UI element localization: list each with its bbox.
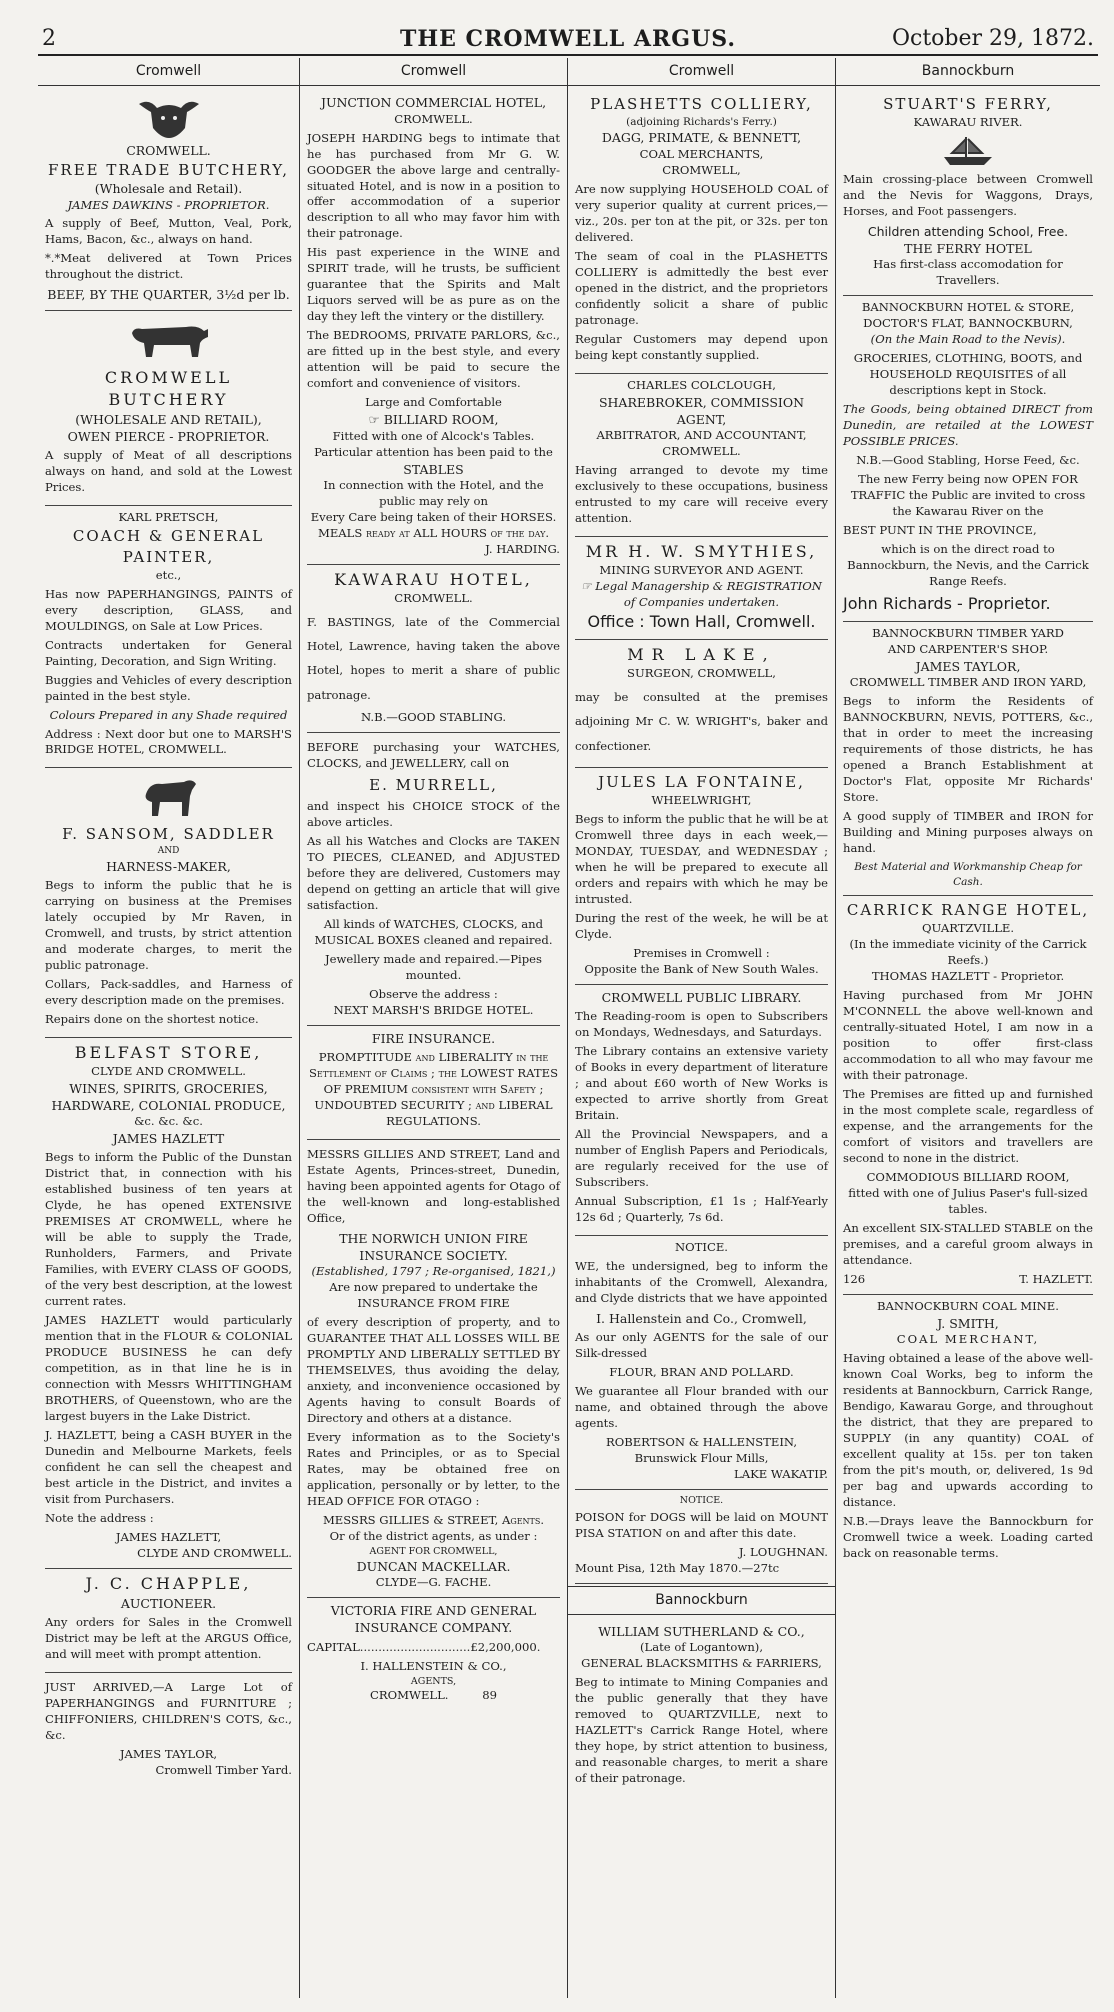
cromwell-butchery-ad bbox=[45, 311, 292, 507]
cow-icon bbox=[124, 317, 214, 365]
column-1 bbox=[38, 58, 300, 1998]
ad-trade: ARBITRATOR, AND ACCOUNTANT, bbox=[596, 428, 807, 443]
lake-surgeon-ad bbox=[575, 640, 828, 768]
ad-text: Are now supplying HOUSEHOLD COAL of very superior quality at current prices,—viz., 20s. per ton at the pit, or 32s. per ton delivered. bbox=[575, 181, 828, 244]
ad-text: His past experience in the WINE and SPIRIT trade, will he trusts, be sufficient guarantee that the Spirits and Malt Liquors served will be as pure as on the day they left the vintery or the distillery. bbox=[307, 245, 560, 324]
timber-yard-ad bbox=[843, 622, 1093, 896]
ad-text: Note the address : bbox=[45, 1511, 154, 1526]
ad-signature: JAMES HAZLETT, bbox=[115, 1530, 222, 1545]
ad-text: All the Provincial Newspapers, and a number of English Papers and Periodicals, are regularly received for the use of Subscribers. bbox=[575, 1126, 828, 1189]
stuarts-ferry-ad bbox=[843, 90, 1093, 296]
ad-text: The Goods, being obtained DIRECT from Dunedin, are retailed at the LOWEST POSSIBLE PRICES. bbox=[843, 402, 1093, 449]
ad-date: Mount Pisa, 12th May 1870.—27tc bbox=[575, 1560, 780, 1575]
sansom-saddler-ad bbox=[45, 768, 292, 1037]
ad-text: The Reading-room is open to Subscribers on Mondays, Wednesdays, and Saturdays. bbox=[575, 1008, 828, 1039]
ad-number: 89 bbox=[482, 1687, 497, 1702]
ad-place-text: CROMWELL. bbox=[370, 1687, 449, 1702]
ad-text: MESSRS GILLIES AND STREET, Land and Estate Agents, Princes-street, Dunedin, having been appointed agents for Otago of the well-known and long-established Office, bbox=[307, 1146, 560, 1225]
newspaper-title: THE CROMWELL ARGUS. bbox=[399, 26, 737, 52]
ad-name: JUNCTION COMMERCIAL HOTEL, bbox=[320, 95, 547, 111]
ad-text: A supply of Beef, Mutton, Veal, Pork, Hams, Bacon, &c., always on hand. bbox=[45, 216, 292, 247]
column-4 bbox=[836, 58, 1100, 1998]
ad-text: of every description of property, and to GUARANTEE THAT ALL LOSSES WILL BE PROMPTLY AND LIBERALLY SETTLED BY THEMSELVES, thus avoiding the delay, anxiety, and inconvenience occasioned by Agents having to consult Boards of Directory and others at a distance. bbox=[307, 1315, 560, 1425]
gillies-norwich-ad bbox=[307, 1140, 560, 1599]
public-library-ad bbox=[575, 985, 828, 1236]
ad-trade: AUCTIONEER. bbox=[120, 1596, 217, 1612]
ad-name: CARRICK RANGE HOTEL, bbox=[846, 901, 1090, 920]
ad-line: Are now prepared to undertake the bbox=[329, 1280, 538, 1295]
ad-line: INSURANCE FROM FIRE bbox=[357, 1296, 510, 1311]
ad-text: Having obtained a lease of the above well-known Coal Works, beg to inform the residents at Bannockburn, Carrick Range, Bendigo, Kawarau Gorge, and throughout the district, that they are prepared to SUPPLY (in any quantity) COAL of excellent quality at 15s. per ton taken from the pit's mouth, or, delivered, 1s 9d per bag and upwards according to distance. bbox=[843, 1350, 1093, 1509]
columns bbox=[38, 58, 1100, 1998]
ad-price: BEEF, BY THE QUARTER, 3½d per lb. bbox=[47, 287, 290, 303]
ad-name: CROMWELL PUBLIC LIBRARY. bbox=[601, 989, 802, 1005]
ad-proprietor: JAMES DAWKINS - PROPRIETOR. bbox=[67, 197, 270, 212]
ad-text: As our only AGENTS for the sale of our Silk-dressed bbox=[575, 1329, 828, 1360]
ad-name: KAWARAU HOTEL, bbox=[334, 569, 533, 589]
masthead bbox=[38, 18, 1098, 56]
ad-name: FREE TRADE BUTCHERY, bbox=[48, 160, 289, 179]
ad-agent: I. HALLENSTEIN & CO., bbox=[360, 1658, 507, 1673]
ad-trade: WHEELWRIGHT, bbox=[651, 792, 752, 807]
ad-line: Or of the district agents, as under : bbox=[329, 1528, 538, 1543]
ad-name: CHARLES COLCLOUGH, bbox=[627, 377, 776, 392]
ad-signature-place: CLYDE AND CROMWELL. bbox=[137, 1546, 292, 1561]
ad-line: STABLES bbox=[403, 461, 464, 477]
ad-place bbox=[307, 1688, 560, 1704]
column-header: Cromwell bbox=[38, 58, 299, 86]
ad-text: GROCERIES, CLOTHING, BOOTS, and HOUSEHOLD REQUISITES of all descriptions kept in Stock. bbox=[853, 351, 1083, 398]
ad-text: Repairs done on the shortest notice. bbox=[45, 1011, 259, 1026]
pointing-hand-icon: ☞ bbox=[368, 412, 384, 428]
ad-title: NOTICE. bbox=[679, 1494, 724, 1506]
ad-text: Begs to inform the public that he is carrying on business at the Premises lately occupied by Mr Raven, in Cromwell, and trusts, by strict attention and moderate charges, to merit the public patronage. bbox=[45, 877, 292, 972]
ad-office: Office : Town Hall, Cromwell. bbox=[587, 611, 816, 631]
ad-line: AGENT FOR CROMWELL, bbox=[369, 1545, 498, 1557]
ad-title: FIRE INSURANCE. bbox=[371, 1030, 496, 1046]
hallenstein-notice-ad bbox=[575, 1236, 828, 1490]
ad-trade: SHAREBROKER, COMMISSION AGENT, bbox=[598, 394, 805, 427]
ad-proprietor: OWEN PIERCE - PROPRIETOR. bbox=[67, 429, 270, 445]
fontaine-wheelwright-ad bbox=[575, 768, 828, 985]
ad-motto: Best Material and Workmanship Cheap for Cash. bbox=[854, 861, 1082, 888]
ad-capital: CAPITAL..............................£2,200,000. bbox=[307, 1639, 541, 1654]
ad-text: The seam of coal in the PLASHETTS COLLIERY is admittedly the best ever opened in the district, and the proprietors confidently solicit a share of public patronage. bbox=[575, 248, 828, 327]
ad-text: Annual Subscription, £1 1s ; Half-Yearly 12s 6d ; Quarterly, 7s 6d. bbox=[575, 1193, 828, 1224]
ad-line: AGENTS, bbox=[410, 1675, 457, 1687]
ad-text: F. BASTINGS, late of the Commercial Hotel, Lawrence, having taken the above Hotel, hopes to merit a share of public patronage. bbox=[307, 614, 560, 702]
ad-flour: FLOUR, BRAN AND POLLARD. bbox=[609, 1364, 794, 1379]
ad-place: CROMWELL. bbox=[126, 143, 211, 159]
ad-line bbox=[307, 411, 560, 428]
ad-place: QUARTZVILLE. bbox=[921, 920, 1015, 935]
ad-sub: (Wholesale and Retail). bbox=[94, 181, 243, 197]
pretsch-painter-ad bbox=[45, 506, 292, 768]
ad-text: JOSEPH HARDING begs to intimate that he has purchased from Mr G. W. GOODGER the above large and centrally-situated Hotel, and is now in a position to offer accommodation of a superior description to all who may favor him with their patronage. bbox=[307, 130, 560, 241]
ad-line: Premises in Cromwell : bbox=[633, 945, 770, 960]
ad-signature-place: Cromwell Timber Yard. bbox=[155, 1763, 292, 1778]
ad-line: MEALS ready at ALL HOURS of the day. bbox=[317, 525, 550, 540]
ad-place: CROMWELL, bbox=[662, 162, 741, 177]
fire-insurance-ad bbox=[307, 1026, 560, 1140]
ad-billiard-text: fitted with one of Julius Paser's full-sized tables. bbox=[848, 1185, 1088, 1216]
ad-name: VICTORIA FIRE AND GENERAL INSURANCE COMPANY. bbox=[330, 1603, 537, 1636]
column-header: Bannockburn bbox=[568, 1586, 835, 1615]
sutherland-blacksmiths-ad bbox=[575, 1619, 828, 1796]
ad-text: A supply of Meat of all descriptions always on hand, and sold at the Lowest Prices. bbox=[45, 448, 292, 495]
ad-text: which is on the direct road to Bannockburn, the Nevis, and the Carrick Range Reefs. bbox=[847, 542, 1089, 589]
taylor-arrivals-ad bbox=[45, 1673, 292, 1785]
ad-text: Buggies and Vehicles of every description painted in the best style. bbox=[45, 672, 292, 703]
carrick-range-hotel-ad bbox=[843, 896, 1093, 1294]
ad-signature: J. LOUGHNAN. bbox=[738, 1544, 828, 1559]
ad-est: (Established, 1797 ; Re-organised, 1821,) bbox=[311, 1264, 556, 1279]
ad-signature: T. HAZLETT. bbox=[1019, 1271, 1093, 1286]
ad-place: DOCTOR'S FLAT, BANNOCKBURN, bbox=[863, 316, 1073, 331]
ad-sub: CLYDE AND CROMWELL. bbox=[91, 1063, 246, 1078]
ad-text: Main crossing-place between Cromwell and the Nevis for Waggons, Drays, Horses, and Foot passengers. bbox=[843, 171, 1093, 218]
ad-name: MR H. W. SMYTHIES, bbox=[585, 541, 818, 561]
ad-owner: KARL PRETSCH, bbox=[118, 510, 219, 525]
victoria-insurance-ad bbox=[307, 1598, 560, 1710]
ad-text: may be consulted at the premises adjoining Mr C. W. WRIGHT's, baker and confectioner. bbox=[575, 690, 828, 753]
ad-name: STUART'S FERRY, bbox=[883, 95, 1053, 114]
ad-text: Contracts undertaken for General Painting, Decoration, and Sign Writing. bbox=[45, 637, 292, 668]
murrell-jeweller-ad bbox=[307, 733, 560, 1025]
ad-trade: GENERAL BLACKSMITHS & FARRIERS, bbox=[581, 1656, 822, 1671]
ad-name: BELFAST STORE, bbox=[74, 1042, 263, 1062]
ad-trade: HARNESS-MAKER, bbox=[106, 858, 231, 874]
ad-place: CROMWELL. bbox=[662, 444, 741, 458]
ad-agent: DUNCAN MACKELLAR. bbox=[356, 1558, 511, 1574]
ad-text: JUST ARRIVED,—A Large Lot of PAPERHANGINGS and FURNITURE ; CHIFFONIERS, CHILDREN'S COTS, &c., &c. bbox=[45, 1680, 292, 1743]
ad-line: MESSRS GILLIES & STREET, Agents. bbox=[322, 1512, 545, 1527]
ad-signature: J. HARDING. bbox=[485, 541, 560, 556]
ad-society: THE NORWICH UNION FIRE INSURANCE SOCIETY. bbox=[339, 1230, 528, 1263]
ship-icon bbox=[938, 133, 998, 169]
ad-name: BANNOCKBURN COAL MINE. bbox=[877, 1298, 1059, 1313]
ad-text: All kinds of WATCHES, CLOCKS, and MUSICAL BOXES cleaned and repaired. bbox=[314, 916, 553, 947]
bannockburn-hotel-ad bbox=[843, 296, 1093, 622]
ad-text: Colours Prepared in any Shade required bbox=[49, 707, 288, 722]
page-number: 2 bbox=[42, 26, 56, 51]
ad-text: POISON for DOGS will be laid on MOUNT PISA STATION on and after this date. bbox=[575, 1509, 828, 1540]
column-header: Cromwell bbox=[568, 58, 835, 86]
ad-trade: COAL MERCHANTS, bbox=[639, 146, 764, 161]
ad-line: In connection with the Hotel, and the public may rely on bbox=[323, 477, 544, 508]
ad-name: F. SANSOM, SADDLER bbox=[62, 825, 275, 844]
ad-name: JULES LA FONTAINE, bbox=[598, 773, 805, 792]
ad-nb: N.B.—Good Stabling, Horse Feed, &c. bbox=[856, 453, 1080, 468]
ad-road: (On the Main Road to the Nevis). bbox=[870, 332, 1066, 347]
ad-text: The new Ferry being now OPEN FOR TRAFFIC the Public are invited to cross the Kawarau River on the bbox=[850, 472, 1086, 519]
ad-sub: (Late of Logantown), bbox=[639, 1640, 763, 1655]
ad-nb: N.B.—GOOD STABLING. bbox=[360, 710, 507, 725]
ad-owner: JAMES TAYLOR, bbox=[915, 659, 1021, 675]
junction-hotel-ad bbox=[307, 90, 560, 564]
column-header: Cromwell bbox=[300, 58, 567, 86]
ad-text: An excellent SIX-STALLED STABLE on the premises, and a careful groom always in attendance. bbox=[843, 1220, 1093, 1267]
ad-name: BANNOCKBURN HOTEL & STORE, bbox=[861, 300, 1075, 315]
ad-text: Any orders for Sales in the Cromwell District may be left at the ARGUS Office, and will meet with prompt attention. bbox=[45, 1615, 292, 1662]
coal-mine-ad bbox=[843, 1295, 1093, 1571]
ad-trade: AND CARPENTER'S SHOP. bbox=[887, 642, 1049, 657]
ad-text: Has now PAPERHANGINGS, PAINTS of every description, GLASS, and MOULDINGS, on Sale at Low Prices. bbox=[45, 586, 292, 633]
ad-firm: I. Hallenstein and Co., Cromwell, bbox=[596, 1310, 807, 1326]
ad-river: KAWARAU RIVER. bbox=[913, 115, 1023, 129]
ad-trade: MINING SURVEYOR AND AGENT. bbox=[599, 563, 804, 577]
ad-text: Beg to intimate to Mining Companies and the public generally that they have removed to QUARTZVILLE, next to HAZLETT's Carrick Range Hotel, where they hope, by strict attention to business, and reasonable charges, to merit a share of their patronage. bbox=[575, 1675, 828, 1786]
ad-signature: LAKE WAKATIP. bbox=[734, 1466, 828, 1481]
ad-text: Begs to inform the Public of the Dunstan District that, in connection with his established business of ten years at Clyde, he has opened EXTENSIVE PREMISES AT CROMWELL, where he will be able to supply the Trade, Runholders, Farmers, and Private Families, with EVERY CLASS OF GOODS, of the very best description, at the lowest current rates. bbox=[45, 1150, 292, 1309]
horse-icon bbox=[134, 774, 204, 822]
ad-sub: (WHOLESALE AND RETAIL), bbox=[75, 411, 262, 427]
chapple-auctioneer-ad bbox=[45, 1569, 292, 1673]
ad-text: We guarantee all Flour branded with our name, and obtained through the above agents. bbox=[575, 1383, 828, 1430]
ad-address: Address : Next door but one to MARSH'S BRIDGE HOTEL, CROMWELL. bbox=[45, 726, 292, 757]
ad-text: The BEDROOMS, PRIVATE PARLORS, &c., are fitted up in the best style, and every attention will be paid to secure the comfort and convenience of visitors. bbox=[307, 328, 560, 391]
pointing-hand-icon: ☞ bbox=[581, 578, 596, 593]
ad-etc: etc., bbox=[155, 567, 182, 582]
column-header: Bannockburn bbox=[836, 58, 1100, 86]
ad-text: Begs to inform the Residents of BANNOCKBURN, NEVIS, POTTERS, &c., that in order to meet the increasing requirements of those districts, he has opened a Branch Establishment at Doctor's Flat, opposite Mr Richards' Store. bbox=[843, 694, 1093, 805]
ad-name: E. MURRELL, bbox=[369, 776, 498, 795]
ad-address: Opposite the Bank of New South Wales. bbox=[584, 961, 819, 976]
ad-signature: ROBERTSON & HALLENSTEIN, bbox=[605, 1434, 798, 1449]
kawarau-hotel-ad bbox=[307, 565, 560, 733]
ad-signature: Brunswick Flour Mills, bbox=[634, 1450, 769, 1465]
ad-text: During the rest of the week, he will be at Clyde. bbox=[575, 910, 828, 941]
ad-text: The Library contains an extensive variety of Books in every department of literature ; and about £60 worth of New Works is expected to arrive shortly from Great Britain. bbox=[575, 1043, 828, 1122]
ad-etc: &c. &c. &c. bbox=[134, 1114, 203, 1129]
ad-hotel-text: Has first-class accomodation for Travellers. bbox=[873, 257, 1063, 288]
free-trade-butchery-ad bbox=[45, 90, 292, 310]
ad-legal bbox=[575, 579, 828, 611]
column-2 bbox=[300, 58, 568, 1998]
ad-text: Regular Customers may depend upon being kept constantly supplied. bbox=[575, 331, 828, 362]
ad-signature: JAMES TAYLOR, bbox=[119, 1747, 218, 1762]
ad-text: J. HAZLETT, being a CASH BUYER in the Dunedin and Melbourne Markets, feels confident he can sell the cheapest and best article in the District, and invites a visit from Purchasers. bbox=[45, 1428, 292, 1507]
ad-text: Having arranged to devote my time exclusively to these occupations, business entrusted to my care will receive every attention. bbox=[575, 462, 828, 525]
ad-line: CLYDE—G. FACHE. bbox=[375, 1575, 492, 1590]
ad-sub: (In the immediate vicinity of the Carrick Reefs.) bbox=[849, 936, 1087, 967]
ad-name: PLASHETTS COLLIERY, bbox=[590, 95, 813, 114]
plashetts-colliery-ad bbox=[575, 90, 828, 373]
ad-line: Every Care being taken of their HORSES. bbox=[310, 509, 557, 524]
ad-line: Observe the address : bbox=[369, 986, 498, 1001]
ad-address: NEXT MARSH'S BRIDGE HOTEL. bbox=[333, 1002, 534, 1017]
ad-text: PROMPTITUDE and LIBERALITY in the Settlement of Claims ; the LOWEST RATES OF PREMIUM consistent with Safety ; UNDOUBTED SECURITY ; and LIBERAL REGULATIONS. bbox=[308, 1049, 559, 1128]
ad-line: Large and Comfortable bbox=[365, 395, 502, 410]
ad-text: and inspect his CHOICE STOCK of the above articles. bbox=[307, 798, 560, 829]
ad-text: Every information as to the Society's Rates and Principles, or as to Special Rates, may be obtained free on application, personally or by letter, to the HEAD OFFICE FOR OTAGO : bbox=[307, 1429, 560, 1508]
ad-text: *.*Meat delivered at Town Prices throughout the district. bbox=[45, 251, 292, 282]
ad-hotel: THE FERRY HOTEL bbox=[904, 241, 1032, 257]
ad-name: WILLIAM SUTHERLAND & CO., bbox=[598, 1624, 805, 1640]
ad-text: As all his Watches and Clocks are TAKEN TO PIECES, CLEANED, and ADJUSTED before they are delivered, Customers may depend on getting an article that will give satisfaction. bbox=[307, 833, 560, 912]
ad-text: WE, the undersigned, beg to inform the inhabitants of the Cromwell, Alexandra, and Clyde districts that we have appointed bbox=[575, 1258, 828, 1305]
ad-goods: WINES, SPIRITS, GROCERIES, HARDWARE, COLONIAL PRODUCE, bbox=[51, 1080, 286, 1113]
colclough-ad bbox=[575, 374, 828, 537]
ad-name: J. C. CHAPPLE, bbox=[85, 1574, 252, 1594]
ad-title: NOTICE. bbox=[675, 1239, 728, 1254]
ad-legal-text: Legal Managership & REGISTRATION of Companies undertaken. bbox=[595, 578, 822, 609]
ad-text: A good supply of TIMBER and IRON for Building and Mining purposes always on hand. bbox=[843, 809, 1093, 856]
ad-owner: JAMES HAZLETT bbox=[112, 1131, 225, 1147]
ad-footer bbox=[843, 1272, 1093, 1288]
ad-billiard: COMMODIOUS BILLIARD ROOM, bbox=[866, 1169, 1070, 1184]
bull-head-icon bbox=[129, 96, 209, 140]
ad-sub: CROMWELL TIMBER AND IRON YARD, bbox=[849, 675, 1087, 690]
ad-number: 126 bbox=[843, 1271, 866, 1286]
ad-name: MR LAKE, bbox=[627, 645, 776, 665]
ad-trade: SURGEON, CROMWELL, bbox=[627, 666, 776, 681]
ad-trade: COAL MERCHANT, bbox=[896, 1331, 1040, 1346]
ad-free: Children attending School, Free. bbox=[867, 223, 1069, 239]
issue-date: October 29, 1872. bbox=[891, 26, 1094, 51]
ad-place: CROMWELL. bbox=[394, 590, 473, 605]
ad-text: The Premises are fitted up and furnished in the most complete scale, regardless of expense, and the arrangements for the comfort of visitors and travellers are second to none in the district. bbox=[843, 1086, 1093, 1165]
column-3 bbox=[568, 58, 836, 1998]
poison-notice-ad bbox=[575, 1490, 828, 1584]
belfast-store-ad bbox=[45, 1038, 292, 1569]
ad-line: Fitted with one of Alcock's Tables. bbox=[332, 428, 535, 443]
ad-signature: John Richards - Proprietor. bbox=[843, 594, 1051, 614]
ad-text: Jewellery made and repaired.—Pipes mounted. bbox=[325, 951, 542, 982]
ad-firm: DAGG, PRIMATE, & BENNETT, bbox=[601, 130, 802, 146]
ad-proprietor: THOMAS HAZLETT - Proprietor. bbox=[871, 968, 1065, 983]
ad-trade: COACH & GENERAL PAINTER, bbox=[72, 527, 265, 566]
ad-text: Begs to inform the public that he will be at Cromwell three days in each week,—MONDAY, TUESDAY, and WEDNESDAY ; when he will be prepared to execute all orders and repairs with which he may be intrusted. bbox=[575, 811, 828, 906]
ad-text: Having purchased from Mr JOHN M'CONNELL the above well-known and centrally-situated Hotel, I am now in a position to offer first-class accommodation to all who may favour me with their patronage. bbox=[843, 987, 1093, 1082]
ad-text: JAMES HAZLETT would particularly mention that in the FLOUR & COLONIAL PRODUCE BUSINESS he can defy competition, as in that line he is in connection with Messrs WHITTINGHAM BROTHERS, of Queenstown, who are the largest buyers in the Lake District. bbox=[45, 1313, 292, 1424]
ad-name: BANNOCKBURN TIMBER YARD bbox=[872, 626, 1064, 641]
ad-sub: (adjoining Richards's Ferry.) bbox=[626, 116, 777, 128]
ad-punt: BEST PUNT IN THE PROVINCE, bbox=[843, 523, 1037, 538]
ad-text: N.B.—Drays leave the Bannockburn for Cromwell twice a week. Loading carted back on reasonable terms. bbox=[843, 1513, 1093, 1560]
ad-billiard: BILLIARD ROOM, bbox=[383, 412, 499, 428]
ad-and: AND bbox=[157, 846, 180, 857]
ad-owner: J. SMITH, bbox=[937, 1315, 999, 1331]
ad-text: Collars, Pack-saddles, and Harness of every description made on the premises. bbox=[45, 976, 292, 1007]
smythies-ad bbox=[575, 537, 828, 640]
ad-place: CROMWELL. bbox=[394, 111, 473, 126]
ad-text: BEFORE purchasing your WATCHES, CLOCKS, and JEWELLERY, call on bbox=[307, 740, 560, 771]
ad-line: Particular attention has been paid to the bbox=[314, 444, 553, 459]
ad-name: CROMWELL BUTCHERY bbox=[104, 367, 233, 409]
